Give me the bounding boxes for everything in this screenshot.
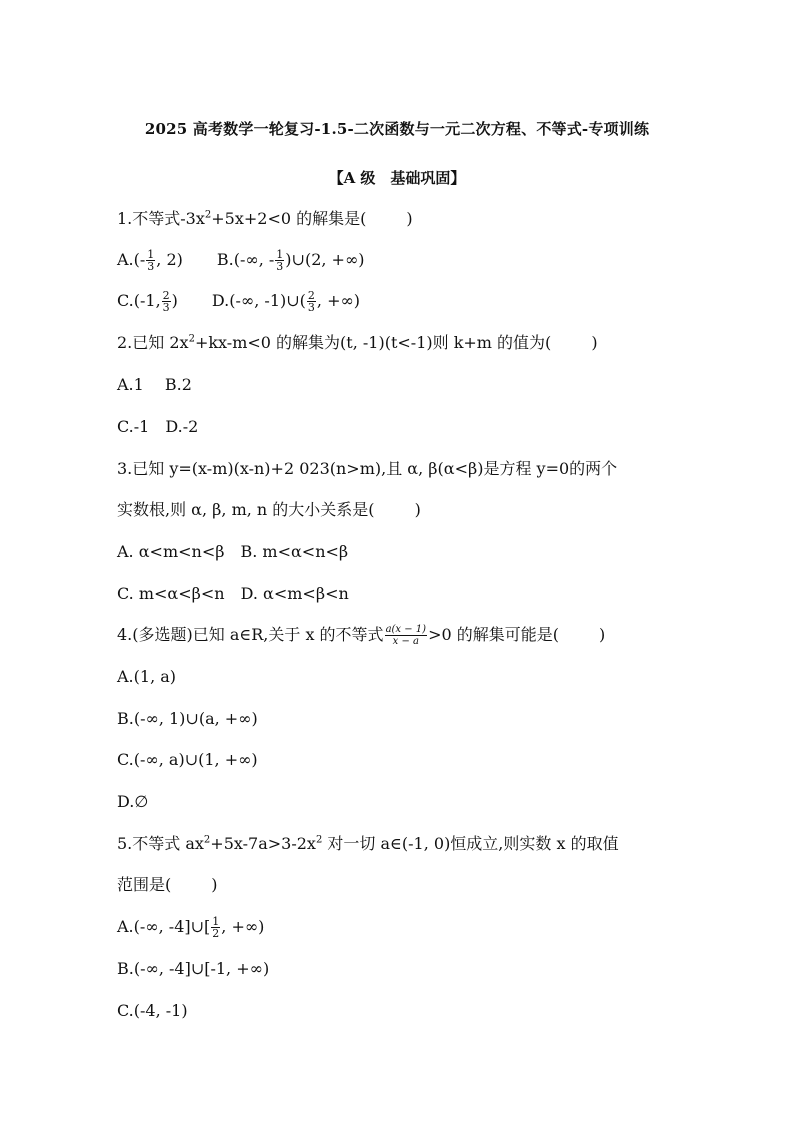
q4-option-c: C.(-∞, a)∪(1, +∞) bbox=[117, 750, 258, 769]
q5-option-a: A.(-∞, -4]∪[ $\frac{1}{2}$ , +∞) bbox=[117, 915, 265, 940]
section-level-heading: 【A 级 基础巩固】 bbox=[328, 169, 466, 187]
q1-option-c: C.(-1, $\frac{2}{3}$ ) bbox=[117, 289, 178, 314]
q3-stem-text-b: ) bbox=[414, 500, 421, 519]
fraction: $\frac{a(x - 1)}{x - a}$ bbox=[385, 624, 427, 647]
q1-stem-sup: 2 bbox=[204, 209, 212, 221]
q5-stem-text-e: ) bbox=[211, 875, 218, 894]
q3-options-cd: C. m<α<β<n D. α<m<β<n bbox=[117, 584, 349, 603]
q4-stem bbox=[117, 624, 605, 647]
q1-option-d: D.(-∞, -1)∪( $\frac{2}{3}$ , +∞) bbox=[211, 289, 361, 314]
q4-option-d: D.∅ bbox=[117, 792, 149, 811]
q5-option-b: B.(-∞, -4]∪[-1, +∞) bbox=[117, 959, 270, 978]
q5-stem-text-c: 对一切 a∈(-1, 0)恒成立,则实数 x 的取值 bbox=[322, 834, 619, 853]
q5-stem-text-d: 范围是( bbox=[117, 875, 172, 894]
q3-stem-line1: 3.已知 y=(x-m)(x-n)+2 023(n>m),且 α, β(α<β)是方程 y=0的两个 bbox=[117, 459, 618, 478]
document-title: 2025 高考数学一轮复习-1.5-二次函数与一元二次方程、不等式-专项训练 bbox=[144, 120, 650, 138]
q4-stem-text-c: ) bbox=[599, 625, 606, 644]
q5-stem-text-b: +5x-7a>3-2x bbox=[210, 834, 316, 853]
q1-stem-text-b: +5x+2<0 的解集是( bbox=[211, 209, 367, 228]
q1-option-a: A.(- $\frac{1}{3}$ , 2) bbox=[117, 248, 183, 273]
q1-stem-text-a: 1.不等式-3x bbox=[117, 209, 205, 228]
q2-stem bbox=[117, 332, 598, 354]
fraction: $\frac{2}{3}$ bbox=[162, 289, 170, 314]
q2-stem-text-c: ) bbox=[591, 333, 598, 352]
q4-option-b: B.(-∞, 1)∪(a, +∞) bbox=[117, 709, 258, 728]
q5-stem-line1 bbox=[117, 833, 619, 855]
q5-stem-text-a: 5.不等式 ax bbox=[117, 834, 204, 853]
q5-stem-sup2: 2 bbox=[315, 834, 323, 846]
q4-stem-text-b: >0 的解集可能是( bbox=[428, 625, 559, 644]
q1-stem-text-c: ) bbox=[406, 209, 413, 228]
q2-options-cd: C.-1 D.-2 bbox=[117, 417, 199, 436]
q2-stem-sup: 2 bbox=[188, 333, 195, 345]
q2-options-ab: A.1 B.2 bbox=[117, 375, 192, 394]
q3-stem-line2 bbox=[117, 499, 421, 521]
q3-options-ab: A. α<m<n<β B. m<α<n<β bbox=[117, 542, 349, 561]
q3-stem-text-a: 实数根,则 α, β, m, n 的大小关系是( bbox=[117, 500, 375, 519]
fraction: $\frac{2}{3}$ bbox=[307, 289, 315, 314]
q1-options-ab bbox=[117, 249, 365, 272]
fraction: $\frac{1}{2}$ bbox=[212, 915, 220, 940]
q4-stem-text-a: 4.(多选题)已知 a∈R,关于 x 的不等式 bbox=[117, 625, 384, 644]
q5-stem-sup: 2 bbox=[203, 834, 211, 846]
q5-stem-line2 bbox=[117, 874, 218, 896]
q1-option-b: B.(-∞, - $\frac{1}{3}$ )∪(2, +∞) bbox=[216, 248, 365, 273]
q1-options-cd bbox=[117, 290, 360, 313]
q5-option-c: C.(-4, -1) bbox=[117, 1001, 188, 1020]
fraction: $\frac{1}{3}$ bbox=[147, 248, 155, 273]
q2-stem-text-a: 2.已知 2x bbox=[117, 333, 189, 352]
q1-stem bbox=[117, 208, 413, 230]
fraction: $\frac{1}{3}$ bbox=[276, 248, 284, 273]
q2-stem-text-b: +kx-m<0 的解集为(t, -1)(t<-1)则 k+m 的值为( bbox=[194, 333, 552, 352]
q4-option-a: A.(1, a) bbox=[117, 667, 177, 686]
